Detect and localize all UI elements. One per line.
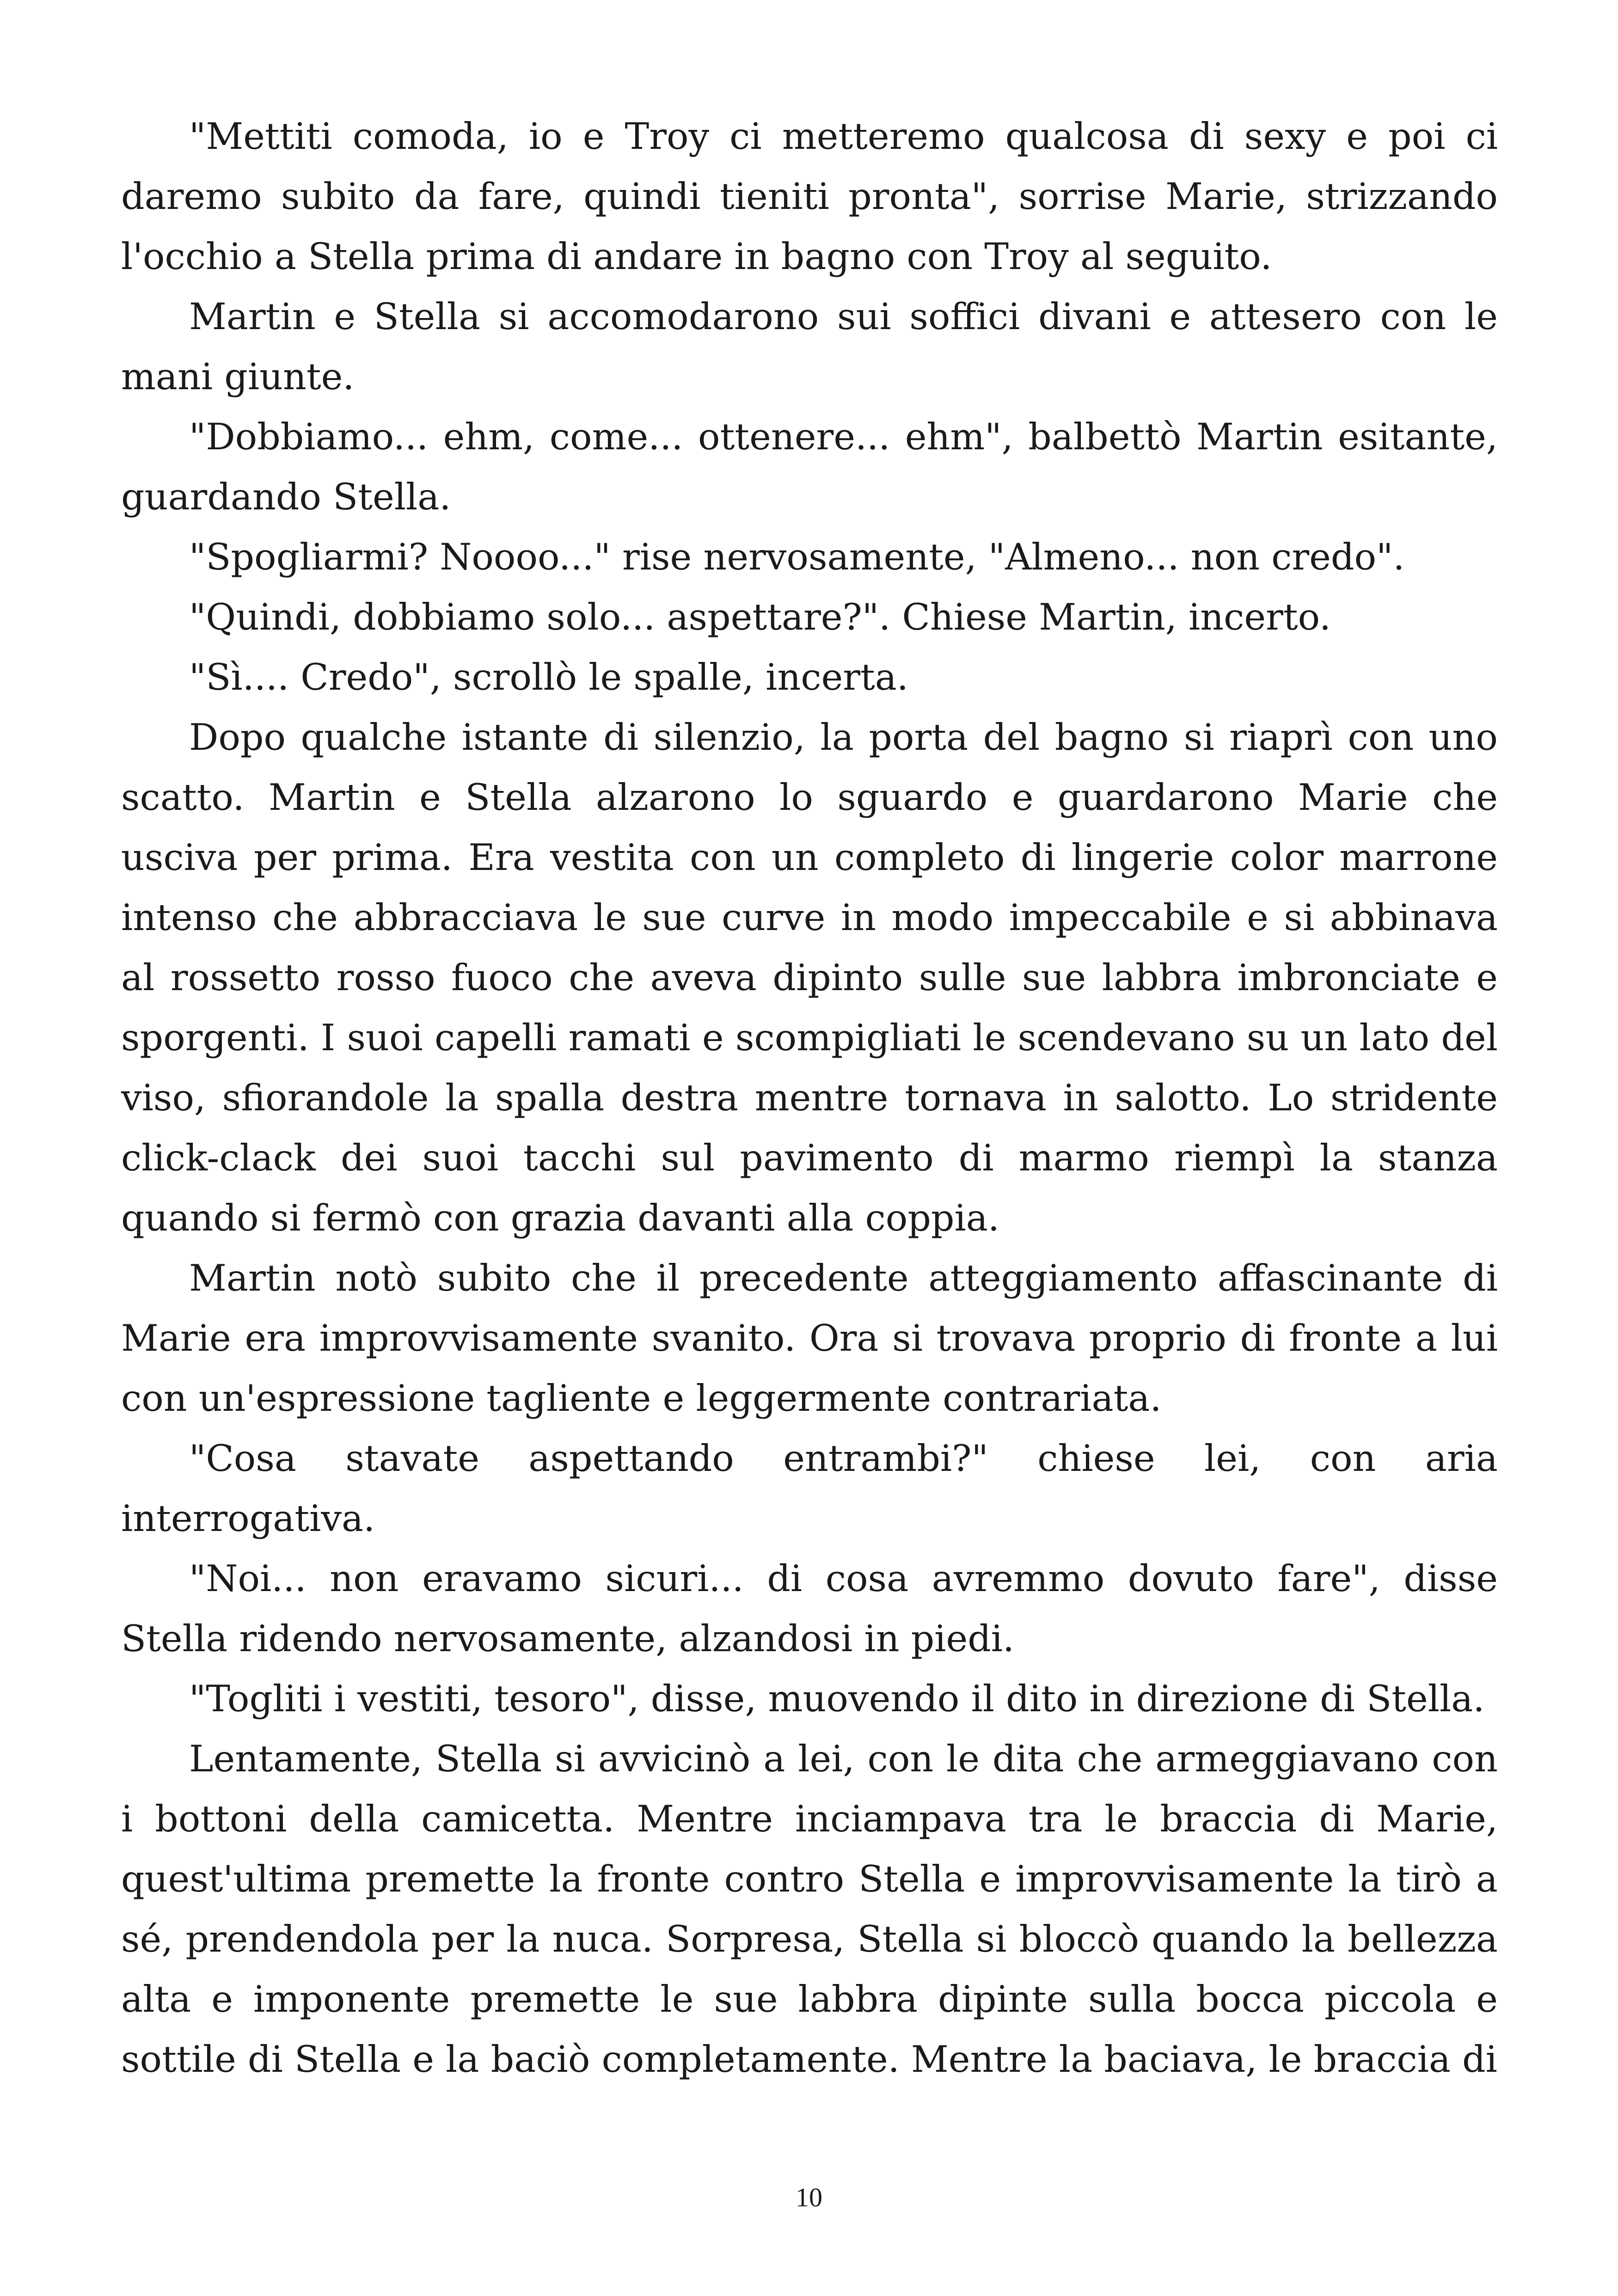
paragraph: Martin notò subito che il precedente atteggiamento affascinante di Marie era improvvisamente svanito. Ora si trovava proprio di fronte a lui con un'espressione tagliente e leggermente contrariata. bbox=[121, 1257, 1498, 1420]
paragraph: "Togliti i vestiti, tesoro", disse, muovendo il dito in direzione di Stella. bbox=[189, 1678, 1485, 1720]
body-text bbox=[121, 106, 1498, 2089]
paragraph: Martin e Stella si accomodarono sui soffici divani e attesero con le mani giunte. bbox=[121, 295, 1498, 398]
paragraph: "Sì.... Credo", scrollò le spalle, incerta. bbox=[189, 656, 908, 698]
paragraph: "Spogliarmi? Noooo..." rise nervosamente, "Almeno... non credo". bbox=[189, 536, 1405, 578]
paragraph: "Quindi, dobbiamo solo... aspettare?". Chiese Martin, incerto. bbox=[189, 596, 1331, 638]
paragraph: "Mettiti comoda, io e Troy ci metteremo qualcosa di sexy e poi ci daremo subito da fare, quindi tieniti pronta", sorrise Marie, strizzando l'occhio a Stella prima di andare in bagno con Troy al seguito. bbox=[121, 115, 1498, 278]
paragraph: "Noi... non eravamo sicuri... di cosa avremmo dovuto fare", disse Stella ridendo nervosamente, alzandosi in piedi. bbox=[121, 1557, 1498, 1660]
page-number: 10 bbox=[796, 2182, 822, 2212]
paragraph: Dopo qualche istante di silenzio, la porta del bagno si riaprì con uno scatto. Martin e Stella alzarono lo sguardo e guardarono Marie che usciva per prima. Era vestita con un completo di lingerie color marrone intenso che abbracciava le sue curve in modo impeccabile e si abbinava al rossetto rosso fuoco che aveva dipinto sulle sue labbra imbronciate e sporgenti. I suoi capelli ramati e scompigliati le scendevano su un lato del viso, sfiorandole la spalla destra mentre tornava in salotto. Lo stridente click-clack dei suoi tacchi sul pavimento di marmo riempì la stanza quando si fermò con grazia davanti alla coppia. bbox=[121, 716, 1498, 1239]
paragraph: "Dobbiamo... ehm, come... ottenere... ehm", balbettò Martin esitante, guardando Stella. bbox=[121, 416, 1498, 518]
paragraph: Lentamente, Stella si avvicinò a lei, con le dita che armeggiavano con i bottoni della camicetta. Mentre inciampava tra le braccia di Marie, quest'ultima premette la fronte contro Stella e improvvisamente la tirò a sé, prendendola per la nuca. Sorpresa, Stella si bloccò quando la bellezza alta e imponente premette le sue labbra dipinte sulla bocca piccola e sottile di Stella e la baciò completamente. Mentre la baciava, le braccia di bbox=[121, 1738, 1498, 2081]
paragraph: "Cosa stavate aspettando entrambi?" chiese lei, con aria interrogativa. bbox=[121, 1437, 1498, 1540]
